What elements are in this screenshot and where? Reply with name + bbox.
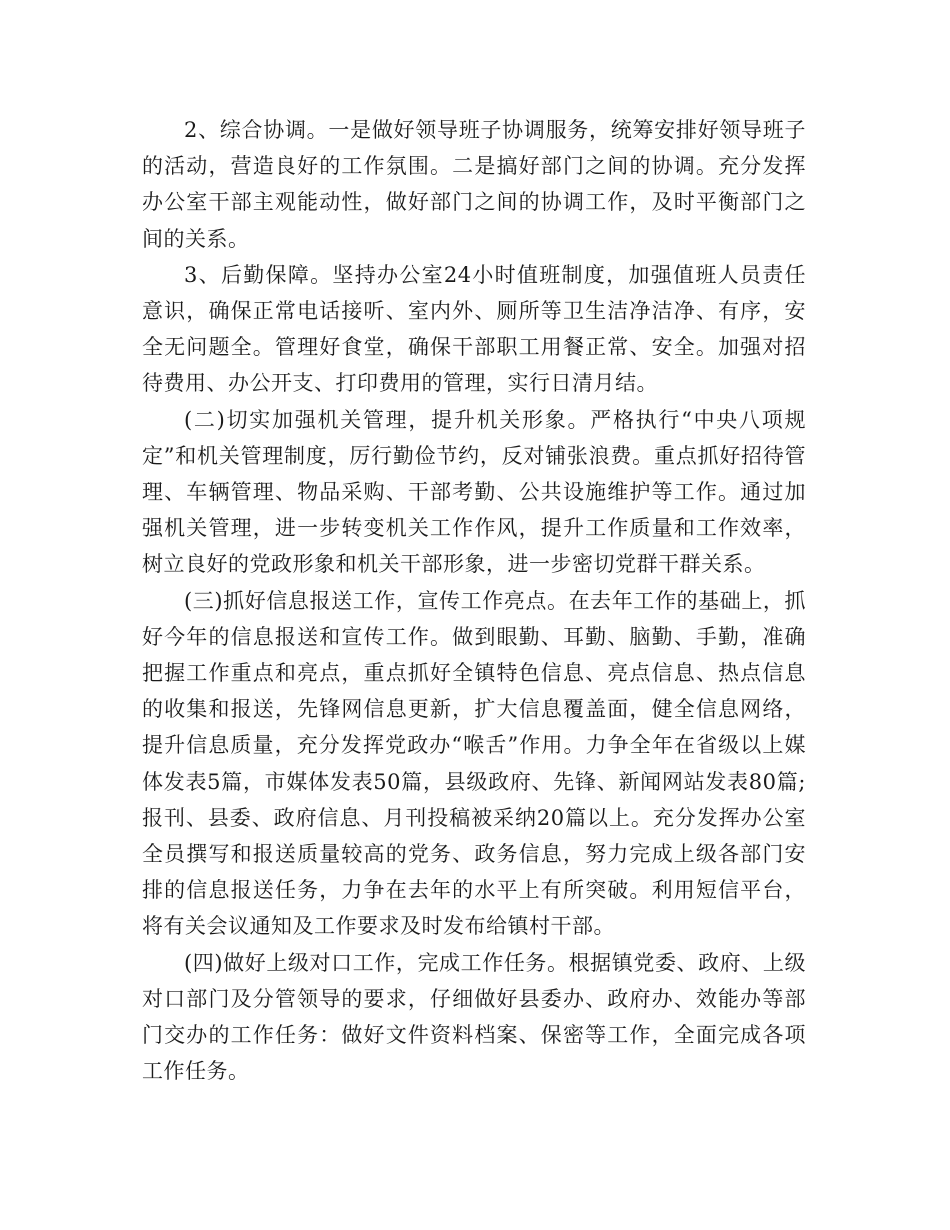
document-page	[142, 112, 806, 1089]
paragraph-logistics: 3、后勤保障。坚持办公室24小时值班制度，加强值班人员责任意识，确保正常电话接听、室内外、厕所等卫生洁净洁净、有序，安全无问题全。管理好食堂，确保干部职工用餐正常、安全。加强对招待费用、办公开支、打印费用的管理，实行日清月结。	[142, 262, 806, 396]
paragraph-superior-tasks: (四)做好上级对口工作，完成工作任务。根据镇党委、政府、上级对口部门及分管领导的要求，仔细做好县委办、政府办、效能办等部门交办的工作任务：做好文件资料档案、保密等工作，全面完成各项工作任务。	[142, 950, 806, 1084]
paragraph-information-reporting: (三)抓好信息报送工作，宣传工作亮点。在去年工作的基础上，抓好今年的信息报送和宣传工作。做到眼勤、耳勤、脑勤、手勤，准确把握工作重点和亮点，重点抓好全镇特色信息、亮点信息、热点信息的收集和报送，先锋网信息更新，扩大信息覆盖面，健全信息网络，提升信息质量，充分发挥党政办“喉舌”作用。力争全年在省级以上媒体发表5篇，市媒体发表50篇，县级政府、先锋、新闻网站发表80篇;报刊、县委、政府信息、月刊投稿被采纳20篇以上。充分发挥办公室全员撰写和报送质量较高的党务、政务信息，努力完成上级各部门安排的信息报送任务，力争在去年的水平上有所突破。利用短信平台，将有关会议通知及工作要求及时发布给镇村干部。	[142, 588, 806, 939]
paragraph-office-management: (二)切实加强机关管理，提升机关形象。严格执行“中央八项规定”和机关管理制度，厉行勤俭节约，反对铺张浪费。重点抓好招待管理、车辆管理、物品采购、干部考勤、公共设施维护等工作。通过加强机关管理，进一步转变机关工作作风，提升工作质量和工作效率，树立良好的党政形象和机关干部形象，进一步密切党群干群关系。	[142, 407, 806, 577]
paragraph-general-coordination: 2、综合协调。一是做好领导班子协调服务，统筹安排好领导班子的活动，营造良好的工作氛围。二是搞好部门之间的协调。充分发挥办公室干部主观能动性，做好部门之间的协调工作，及时平衡部门之间的关系。	[142, 118, 806, 251]
